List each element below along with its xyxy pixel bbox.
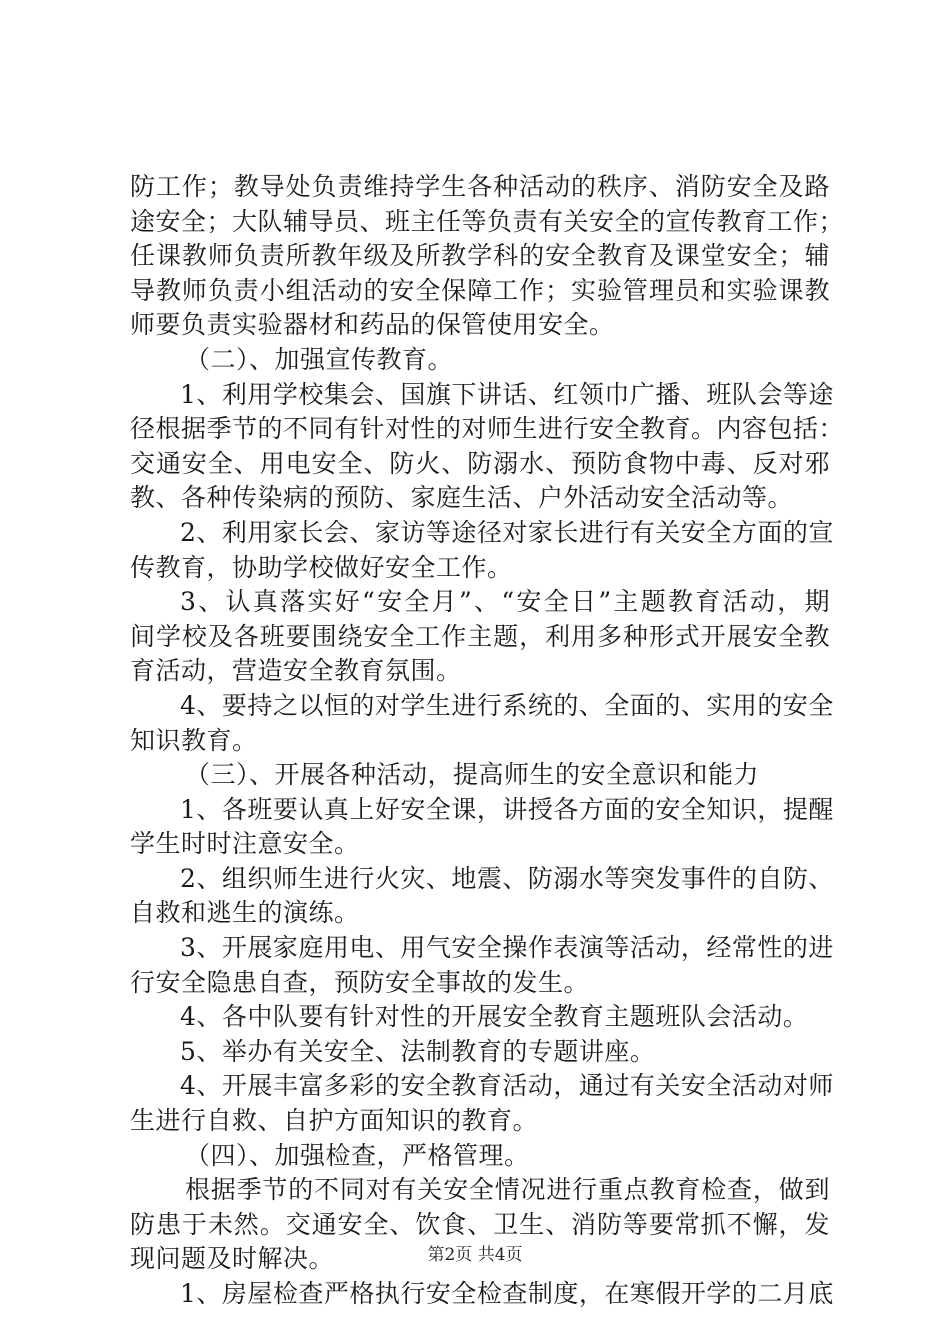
text-line: 导教师负责小组活动的安全保障工作；实验管理员和实验课教 — [130, 275, 830, 305]
text-line: 自救和逃生的演练。 — [130, 898, 360, 928]
paragraph — [130, 1277, 834, 1312]
text-line: 防工作；教导处负责维持学生各种活动的秩序、消防安全及路 — [130, 172, 830, 201]
text-line: 1、各班要认真上好安全课，讲授各方面的安全知识，提醒 — [180, 794, 834, 824]
text-line: 任课教师负责所教年级及所教学科的安全教育及课堂安全；辅 — [130, 241, 830, 271]
text-line: 学生时时注意安全。 — [130, 829, 360, 859]
text-line: 4、开展丰富多彩的安全教育活动，通过有关安全活动对师 — [180, 1071, 834, 1101]
paragraph — [130, 1139, 830, 1174]
text-line: 2、利用家长会、家访等途径对家长进行有关安全方面的宣 — [180, 517, 834, 547]
paragraph — [130, 1000, 830, 1035]
paragraph — [130, 862, 834, 931]
text-line: （二）、加强宣传教育。 — [185, 344, 454, 374]
text-line: 间学校及各班要围绕安全工作主题，利用多种形式开展安全教 — [130, 621, 830, 651]
text-line: 教、各种传染病的预防、家庭生活、户外活动安全活动等。 — [130, 483, 794, 513]
text-line: 防患于未然。交通安全、饮食、卫生、消防等要常抓不懈，发 — [130, 1209, 830, 1239]
paragraph — [130, 793, 834, 862]
text-line: 4、要持之以恒的对学生进行系统的、全面的、实用的安全 — [180, 690, 834, 720]
paragraph — [130, 931, 834, 1000]
paragraph — [130, 1069, 834, 1138]
paragraph — [130, 585, 830, 689]
text-line: 5、举办有关安全、法制教育的专题讲座。 — [180, 1036, 656, 1066]
paragraph — [130, 378, 845, 516]
text-line: 3、认真落实好“安全月”、“安全日”主题教育活动，期 — [180, 587, 830, 617]
text-line: 现问题及时解决。 — [130, 1244, 335, 1274]
text-line: 行安全隐患自查，预防安全事故的发生。 — [130, 967, 590, 997]
paragraph — [130, 689, 834, 758]
text-line: 4、各中队要有针对性的开展安全教育主题班队会活动。 — [180, 1002, 809, 1032]
text-line: 师要负责实验器材和药品的保管使用安全。 — [130, 310, 615, 340]
text-line: （四）、加强检查，严格管理。 — [185, 1140, 530, 1170]
paragraph — [130, 170, 845, 343]
text-line: （三）、开展各种活动，提高师生的安全意识和能力 — [185, 760, 760, 790]
paragraph — [130, 758, 830, 793]
text-line: 1、房屋检查严格执行安全检查制度，在寒假开学的二月底 — [180, 1279, 834, 1308]
text-line: 途安全；大队辅导员、班主任等负责有关安全的宣传教育工作； — [130, 206, 845, 236]
document-body — [130, 170, 845, 1312]
text-line: 1、利用学校集会、国旗下讲话、红领巾广播、班队会等途 — [180, 379, 834, 409]
page-footer — [0, 1244, 950, 1266]
text-line: 2、组织师生进行火灾、地震、防溺水等突发事件的自防、 — [180, 863, 834, 893]
text-line: 3、开展家庭用电、用气安全操作表演等活动，经常性的进 — [180, 933, 834, 963]
text-line: 知识教育。 — [130, 725, 258, 755]
text-line: 交通安全、用电安全、防火、防溺水、预防食物中毒、反对邪 — [130, 448, 830, 478]
text-line: 传教育，协助学校做好安全工作。 — [130, 552, 513, 582]
paragraph — [130, 343, 830, 378]
page-number-label: 第2页 共4页 — [427, 1245, 523, 1265]
text-line: 育活动，营造安全教育氛围。 — [130, 656, 462, 686]
text-line: 根据季节的不同对有关安全情况进行重点教育检查，做到 — [185, 1175, 830, 1205]
text-line: 径根据季节的不同有针对性的对师生进行安全教育。内容包括： — [130, 414, 845, 444]
text-line: 生进行自救、自护方面知识的教育。 — [130, 1106, 539, 1136]
paragraph — [130, 516, 834, 585]
paragraph — [130, 1035, 830, 1070]
